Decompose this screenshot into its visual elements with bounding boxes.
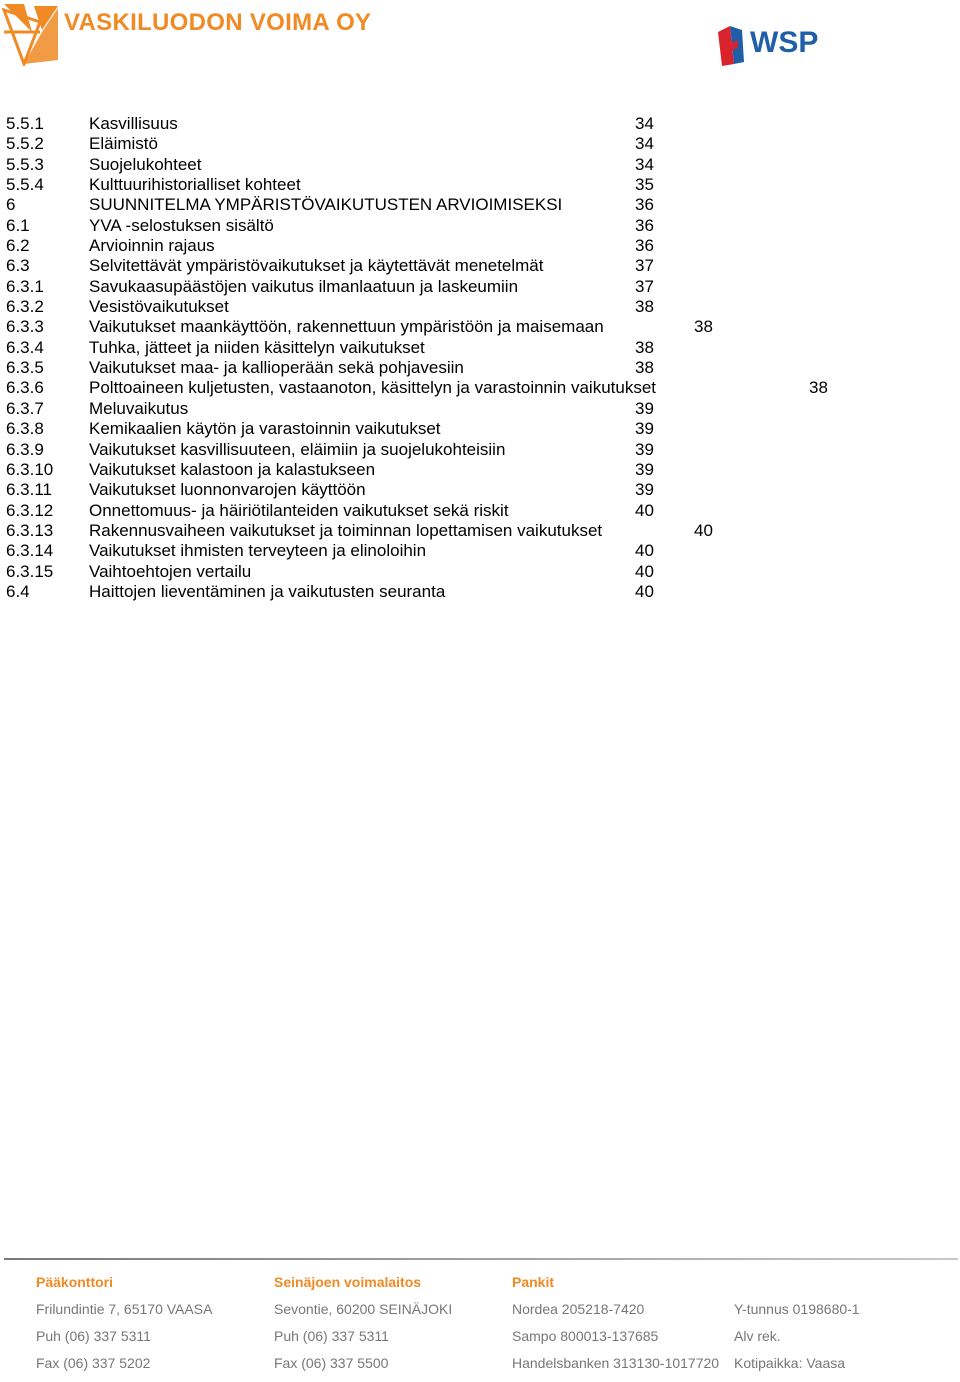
company-name: VASKILUODON VOIMA OY — [64, 9, 372, 36]
toc-entry-number: 6 — [6, 195, 16, 215]
toc-entry — [0, 501, 960, 521]
toc-entry — [0, 114, 960, 134]
toc-entry — [0, 521, 960, 541]
toc-entry-number: 6.3.8 — [6, 419, 44, 439]
toc-entry — [0, 216, 960, 236]
toc-entry-number: 6.2 — [6, 236, 30, 256]
toc-entry-number: 6.3.12 — [6, 500, 54, 520]
footer-address: Sevontie, 60200 SEINÄJOKI — [274, 1301, 453, 1317]
footer-phone: Puh (06) 337 5311 — [274, 1328, 389, 1344]
toc-entry-page: 40 — [635, 541, 654, 561]
toc-entry-number: 6.3.9 — [6, 439, 44, 459]
toc-entry-page: 37 — [635, 256, 654, 276]
toc-entry-page: 40 — [635, 500, 654, 520]
footer-business-id: Y-tunnus 0198680-1 — [734, 1301, 860, 1317]
footer-divider — [4, 1258, 958, 1260]
toc-entry-page: 38 — [809, 378, 828, 398]
toc-entry-number: 6.3.2 — [6, 297, 44, 317]
toc-entry — [0, 582, 960, 602]
toc-entry-page: 35 — [635, 175, 654, 195]
toc-entry — [0, 236, 960, 256]
toc-entry-number: 5.5.3 — [6, 154, 44, 174]
toc-entry — [0, 175, 960, 195]
footer-vat: Alv rek. — [734, 1328, 781, 1344]
toc-entry-number: 6.1 — [6, 215, 30, 235]
toc-entry-title: YVA -selostuksen sisältö — [89, 215, 274, 235]
toc-entry — [0, 134, 960, 154]
toc-entry-page: 34 — [635, 154, 654, 174]
toc-entry-title: Savukaasupäästöjen vaikutus ilmanlaatuun ja laskeumiin — [89, 276, 519, 296]
toc-entry-title: Vaihtoehtojen vertailu — [89, 561, 252, 581]
toc-entry-page: 39 — [635, 439, 654, 459]
toc-entry — [0, 378, 960, 398]
table-of-contents — [0, 114, 960, 602]
toc-entry-page: 39 — [635, 398, 654, 418]
footer-bank-line: Handelsbanken 313130-1017720 — [512, 1355, 720, 1371]
toc-entry — [0, 399, 960, 419]
toc-entry — [0, 297, 960, 317]
toc-entry-title: Vaikutukset maa- ja kallioperään sekä pohjavesiin — [89, 358, 464, 378]
toc-entry — [0, 155, 960, 175]
toc-entry-title: Vaikutukset kalastoon ja kalastukseen — [89, 459, 376, 479]
svg-text:WSP: WSP — [750, 26, 819, 59]
footer-plant — [274, 1274, 452, 1382]
footer-address: Frilundintie 7, 65170 VAASA — [36, 1301, 213, 1317]
toc-entry-title: Vesistövaikutukset — [89, 297, 229, 317]
toc-entry — [0, 338, 960, 358]
toc-entry-title: Polttoaineen kuljetusten, vastaanoton, käsittelyn ja varastoinnin vaikutukset — [89, 378, 657, 398]
toc-entry-page: 34 — [635, 134, 654, 154]
toc-entry-number: 6.3 — [6, 256, 30, 276]
toc-entry-title: Selvitettävät ympäristövaikutukset ja käytettävät menetelmät — [89, 256, 544, 276]
toc-entry — [0, 480, 960, 500]
toc-entry-page: 39 — [635, 480, 654, 500]
toc-entry-number: 6.3.5 — [6, 358, 44, 378]
wsp-logo-icon — [716, 20, 858, 68]
toc-entry-title: Kulttuurihistorialliset kohteet — [89, 175, 301, 195]
footer-heading: Pääkonttori — [36, 1274, 114, 1290]
toc-entry-page: 40 — [694, 520, 713, 540]
toc-entry — [0, 277, 960, 297]
toc-entry-title: Haittojen lieventäminen ja vaikutusten seuranta — [89, 581, 446, 601]
toc-entry — [0, 256, 960, 276]
toc-entry-number: 6.3.3 — [6, 317, 44, 337]
toc-entry-page: 38 — [635, 297, 654, 317]
toc-entry — [0, 562, 960, 582]
toc-entry — [0, 358, 960, 378]
footer-bank-line: Nordea 205218-7420 — [512, 1301, 645, 1317]
toc-entry-number: 5.5.2 — [6, 134, 44, 154]
toc-entry-title: Eläimistö — [89, 134, 158, 154]
toc-entry-title: Vaikutukset kasvillisuuteen, eläimiin ja suojelukohteisiin — [89, 439, 506, 459]
footer-heading: Pankit — [512, 1274, 555, 1290]
toc-entry-page: 36 — [635, 236, 654, 256]
footer-fax: Fax (06) 337 5202 — [36, 1355, 151, 1371]
toc-entry-title: Kemikaalien käytön ja varastoinnin vaikutukset — [89, 419, 441, 439]
toc-entry-number: 6.4 — [6, 581, 30, 601]
toc-entry-number: 6.3.4 — [6, 337, 44, 357]
toc-entry-page: 37 — [635, 276, 654, 296]
page-header — [0, 0, 960, 80]
toc-entry-number: 6.3.10 — [6, 459, 54, 479]
toc-entry-number: 6.3.1 — [6, 276, 44, 296]
toc-entry-number: 6.3.6 — [6, 378, 44, 398]
footer-head-office — [36, 1274, 212, 1382]
footer-company-info — [734, 1274, 860, 1382]
toc-entry-title: SUUNNITELMA YMPÄRISTÖVAIKUTUSTEN ARVIOIMISEKSI — [89, 195, 563, 215]
toc-entry-page: 39 — [635, 419, 654, 439]
toc-entry-title: Vaikutukset ihmisten terveyteen ja elinoloihin — [89, 541, 427, 561]
footer-bank-line: Sampo 800013-137685 — [512, 1328, 659, 1344]
footer-heading: Seinäjoen voimalaitos — [274, 1274, 422, 1290]
toc-entry-title: Tuhka, jätteet ja niiden käsittelyn vaikutukset — [89, 337, 425, 357]
toc-entry-page: 40 — [635, 581, 654, 601]
toc-entry-page: 38 — [694, 317, 713, 337]
toc-entry-page: 36 — [635, 215, 654, 235]
toc-entry — [0, 440, 960, 460]
toc-entry-number: 5.5.4 — [6, 175, 44, 195]
toc-entry — [0, 419, 960, 439]
toc-entry — [0, 317, 960, 337]
footer-banks — [512, 1274, 719, 1382]
footer-fax: Fax (06) 337 5500 — [274, 1355, 389, 1371]
toc-entry-title: Onnettomuus- ja häiriötilanteiden vaikutukset sekä riskit — [89, 500, 509, 520]
toc-entry — [0, 541, 960, 561]
toc-entry-number: 6.3.13 — [6, 520, 54, 540]
toc-entry-title: Kasvillisuus — [89, 114, 178, 133]
toc-entry-title: Vaikutukset luonnonvarojen käyttöön — [89, 480, 366, 500]
vaskiluodon-voima-logo-icon — [2, 2, 60, 66]
toc-entry — [0, 195, 960, 215]
toc-entry-page: 38 — [635, 337, 654, 357]
toc-entry-page: 39 — [635, 459, 654, 479]
toc-entry-page: 34 — [635, 114, 654, 133]
toc-entry-page: 36 — [635, 195, 654, 215]
toc-entry-title: Meluvaikutus — [89, 398, 189, 418]
footer-domicile: Kotipaikka: Vaasa — [734, 1355, 846, 1371]
footer-phone: Puh (06) 337 5311 — [36, 1328, 151, 1344]
toc-entry-number: 5.5.1 — [6, 114, 44, 133]
toc-entry-number: 6.3.14 — [6, 541, 54, 561]
toc-entry-title: Rakennusvaiheen vaikutukset ja toiminnan lopettamisen vaikutukset — [89, 520, 603, 540]
toc-entry-number: 6.3.15 — [6, 561, 54, 581]
toc-entry-number: 6.3.7 — [6, 398, 44, 418]
toc-entry-title: Suojelukohteet — [89, 154, 202, 174]
toc-entry-title: Arvioinnin rajaus — [89, 236, 215, 256]
toc-entry-number: 6.3.11 — [6, 480, 53, 500]
toc-entry — [0, 460, 960, 480]
toc-entry-page: 38 — [635, 358, 654, 378]
toc-entry-page: 40 — [635, 561, 654, 581]
toc-entry-title: Vaikutukset maankäyttöön, rakennettuun ympäristöön ja maisemaan — [89, 317, 604, 337]
